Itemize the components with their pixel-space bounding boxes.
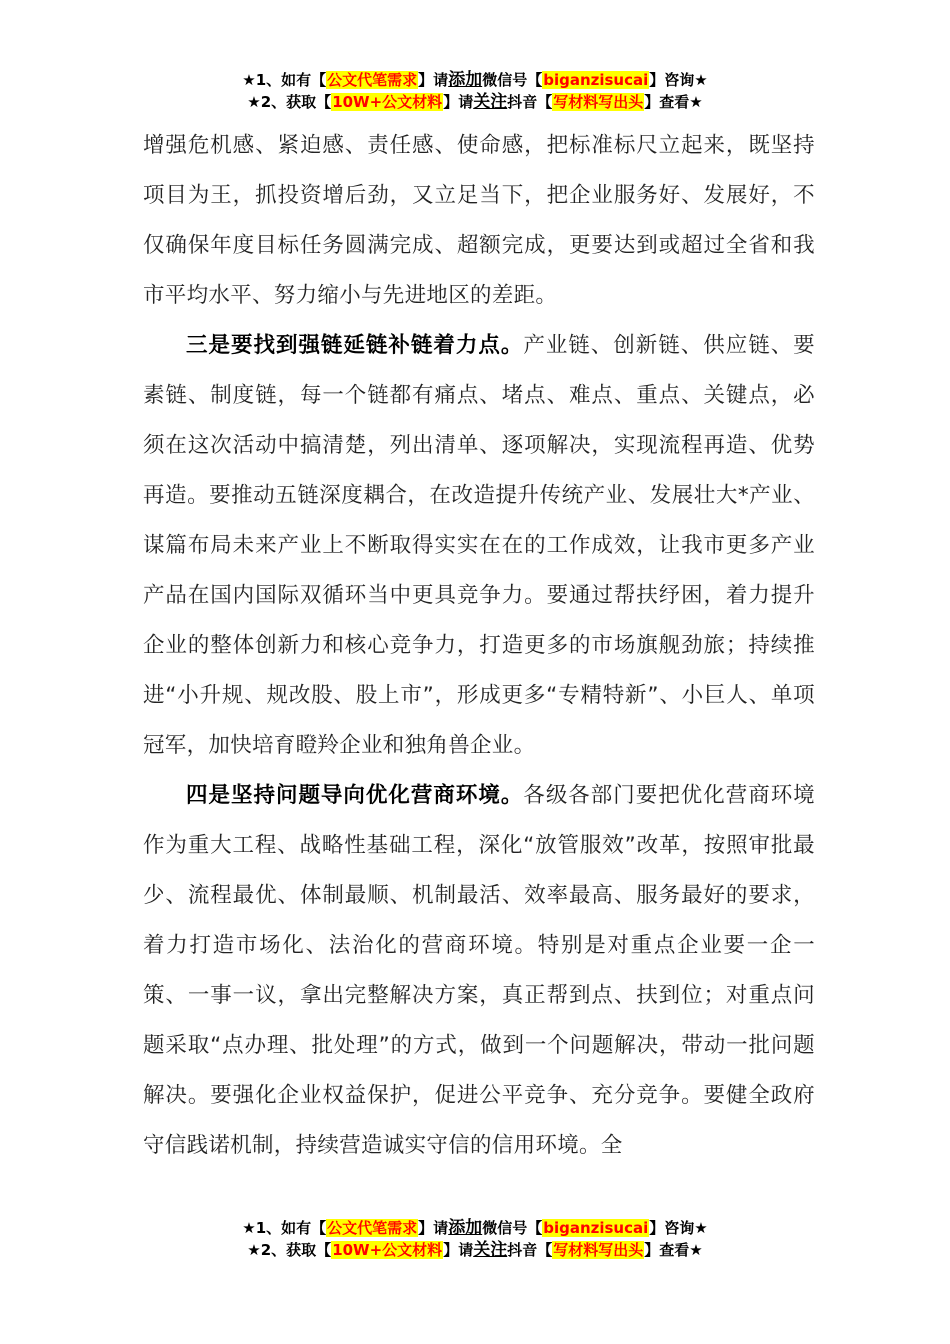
banner-line-2 [0, 91, 950, 113]
banner-wechat-id: biganzisucai [543, 71, 649, 89]
paragraph-continuation: 增强危机感、紧迫感、责任感、使命感，把标准标尺立起来，既坚持项目为王，抓投资增后劲，又立足当下，把企业服务好、发展好，不仅确保年度目标任务圆满完成、超额完成，更要达到或超过全省和我市平均水平、努力缩小与先进地区的差距。 [143, 133, 815, 308]
header-banner [0, 69, 950, 113]
paragraph-heading: 三是要找到强链延链补链着力点。 [186, 333, 524, 358]
banner-highlight: 公文代笔需求 [327, 71, 418, 89]
paragraph-point-four [143, 771, 815, 1171]
banner-text: ★1、如有【 [242, 1219, 327, 1237]
banner-douyin-id: 写材料写出头 [553, 1241, 644, 1259]
banner-underline: 关注 [473, 92, 508, 112]
banner-highlight: 公文代笔需求 [327, 1219, 418, 1237]
banner-line-1 [0, 69, 950, 91]
banner-text: 】请 [418, 1219, 449, 1237]
banner-line-2 [0, 1239, 950, 1261]
banner-text: ★2、获取【 [247, 1241, 332, 1259]
banner-text: 】请 [443, 1241, 474, 1259]
banner-text: ★1、如有【 [242, 71, 327, 89]
banner-underline: 关注 [473, 1240, 508, 1260]
banner-highlight: 10W+公文材料 [332, 1241, 443, 1259]
banner-underline: 添加 [448, 70, 483, 90]
banner-line-1 [0, 1217, 950, 1239]
banner-douyin-id: 写材料写出头 [553, 93, 644, 111]
banner-underline: 添加 [448, 1218, 483, 1238]
paragraph-text: 各级各部门要把优化营商环境作为重大工程、战略性基础工程，深化“放管服效”改革，按照审批最少、流程最优、体制最顺、机制最活、效率最高、服务最好的要求，着力打造市场化、法治化的营商环境。特别是对重点企业要一企一策、一事一议，拿出完整解决方案，真正帮到点、扶到位；对重点问题采取“点办理、批处理”的方式，做到一个问题解决，带动一批问题解决。要强化企业权益保护，促进公平竞争、充分竞争。要健全政府守信践诺机制，持续营造诚实守信的信用环境。全 [143, 783, 815, 1158]
banner-wechat-id: biganzisucai [543, 1219, 649, 1237]
banner-text: 】查看★ [644, 93, 703, 111]
paragraph-text: 产业链、创新链、供应链、要素链、制度链，每一个链都有痛点、堵点、难点、重点、关键点，必须在这次活动中搞清楚，列出清单、逐项解决，实现流程再造、优势再造。要推动五链深度耦合，在改造提升传统产业、发展壮大*产业、谋篇布局未来产业上不断取得实实在在的工作成效，让我市更多产业产品在国内国际双循环当中更具竞争力。要通过帮扶纾困，着力提升企业的整体创新力和核心竞争力，打造更多的市场旗舰劲旅；持续推进“小升规、规改股、股上市”，形成更多“专精特新”、小巨人、单项冠军，加快培育瞪羚企业和独角兽企业。 [143, 333, 815, 758]
paragraph-point-three [143, 321, 815, 771]
paragraph-heading: 四是坚持问题导向优化营商环境。 [186, 783, 524, 808]
banner-text: 】咨询★ [649, 71, 708, 89]
banner-text: 】请 [443, 93, 474, 111]
banner-text: 】咨询★ [649, 1219, 708, 1237]
banner-text: 抖音【 [507, 93, 553, 111]
banner-text: 】查看★ [644, 1241, 703, 1259]
banner-text: 抖音【 [507, 1241, 553, 1259]
banner-highlight: 10W+公文材料 [332, 93, 443, 111]
banner-text: 】请 [418, 71, 449, 89]
banner-text: ★2、获取【 [247, 93, 332, 111]
footer-banner [0, 1217, 950, 1261]
banner-text: 微信号【 [482, 71, 543, 89]
banner-text: 微信号【 [482, 1219, 543, 1237]
document-body [143, 121, 815, 1171]
